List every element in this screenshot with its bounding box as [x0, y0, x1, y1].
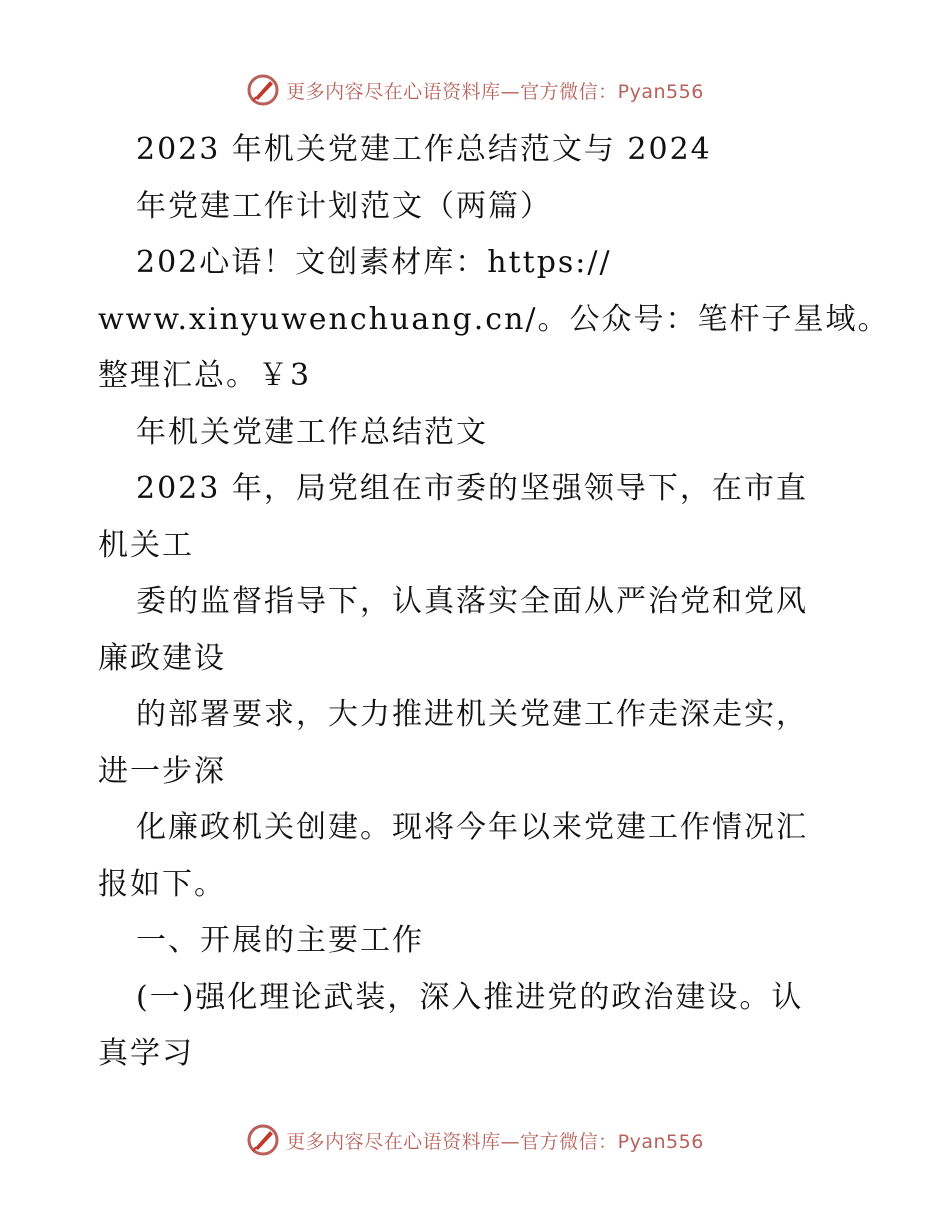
header-banner [0, 70, 950, 110]
paragraph-line: 报如下。 [98, 866, 226, 902]
paragraph-line: 进一步深 [98, 753, 226, 789]
text-line: 整理汇总。￥3 [98, 358, 312, 393]
text-line: 202心语！文创素材库：https:// [136, 245, 612, 280]
quill-seal-logo [246, 73, 280, 107]
paragraph-line: 2023 年，局党组在市委的坚强领导下，在市直 [136, 471, 808, 506]
paragraph-line: 的部署要求，大力推进机关党建工作走深走实， [136, 697, 808, 732]
text-line: www.xinyuwenchuang.cn/。公众号：笔杆子星域。 [98, 301, 890, 337]
paragraph-line: 真学习 [98, 1036, 194, 1071]
quill-seal-logo [246, 1123, 280, 1157]
banner-text: 更多内容尽在心语资料库—官方微信：Pyan556 [286, 80, 704, 103]
subsection-heading: 一、开展的主要工作 [136, 923, 424, 958]
paragraph-line: 委的监督指导下，认真落实全面从严治党和党风 [136, 584, 808, 619]
paragraph-line: 廉政建设 [98, 640, 226, 676]
title-line-2: 年党建工作计划范文（两篇） [136, 188, 552, 224]
footer-banner [0, 1120, 950, 1160]
paragraph-line: 化廉政机关创建。现将今年以来党建工作情况汇 [136, 810, 808, 845]
paragraph-line: 机关工 [98, 527, 194, 563]
paragraph-line: (一)强化理论武装，深入推进党的政治建设。认 [136, 979, 804, 1015]
document-body [98, 122, 890, 1083]
banner-text: 更多内容尽在心语资料库—官方微信：Pyan556 [286, 1130, 704, 1153]
section-heading: 年机关党建工作总结范文 [136, 414, 488, 450]
title-line-1: 2023 年机关党建工作总结范文与 2024 [136, 132, 712, 167]
